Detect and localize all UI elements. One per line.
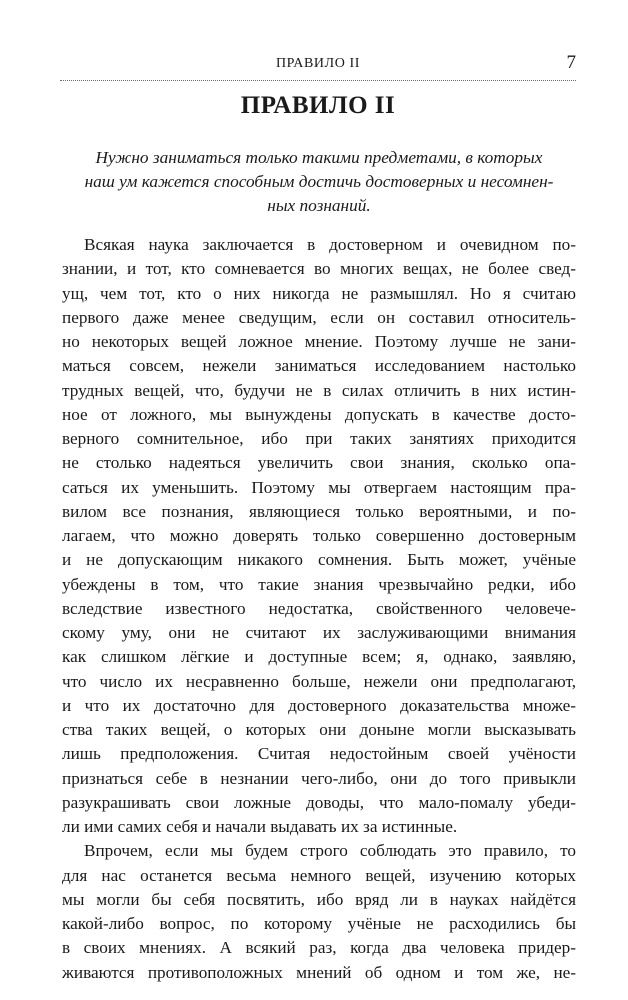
- text-line: для нас останется весьма немного вещей, изучению которых: [62, 865, 576, 885]
- text-line: не столько надеяться увеличить свои знания, сколько опа-: [62, 453, 576, 473]
- text-line: какой-либо вопрос, по которому учёные не расходились бы: [62, 914, 576, 933]
- text-line: убеждены в том, что такие знания чрезвычайно редки, ибо: [62, 574, 576, 594]
- epigraph-line: ных познаний.: [267, 196, 371, 215]
- text-line: трудных вещей, что, будучи не в силах отличить в них истин-: [62, 380, 576, 400]
- running-header: [60, 50, 576, 80]
- header-divider: [60, 80, 576, 81]
- text-line: первого даже менее сведущим, если он составил относитель-: [62, 307, 576, 327]
- body-text: [62, 233, 576, 985]
- chapter-title: ПРАВИЛО II: [240, 92, 396, 119]
- text-line: ства таких вещей, о которых они доныне могли высказывать: [62, 720, 576, 739]
- text-line: знании, и тот, кто сомневается во многих вещах, не более свед-: [62, 259, 576, 279]
- text-line: в своих мнениях. А всякий раз, когда два человека придер-: [62, 938, 576, 958]
- text-line: но некоторых вещей ложное мнение. Поэтому лучше не зани-: [62, 332, 576, 351]
- text-line: и не допускающим никакого сомнения. Быть может, учёные: [62, 550, 576, 570]
- text-line: вследствие известного недостатка, свойственного человече-: [62, 598, 576, 618]
- text-line: ущ, чем тот, кто о них никогда не размышлял. Но я считаю: [62, 283, 576, 303]
- text-line: лишь предположения. Считая недостойным своей учёности: [62, 744, 576, 764]
- text-line: живаются противоположных мнений об одном и том же, не-: [62, 962, 576, 982]
- epigraph-line: Нужно заниматься только такими предметами, в которых: [95, 148, 543, 167]
- text-line: и что их достаточно для достоверного доказательства множе-: [62, 695, 576, 715]
- text-line: вилом все познания, являющиеся только вероятными, и по-: [62, 501, 576, 521]
- running-title: ПРАВИЛО II: [275, 56, 361, 71]
- epigraph-line: наш ум кажется способным достичь достоверных и несомнен-: [84, 172, 554, 191]
- text-line: верного сомнительное, ибо при таких занятиях приходится: [62, 429, 576, 448]
- text-line: Всякая наука заключается в достоверном и очевидном по-: [84, 235, 576, 254]
- epigraph: [64, 146, 574, 218]
- page-number: 7: [566, 52, 576, 73]
- text-line: скому уму, они не считают их заслуживающими внимания: [62, 623, 576, 642]
- text-line: саться их уменьшить. Поэтому мы отвергаем настоящим пра-: [62, 477, 576, 497]
- text-line: мы могли бы себя посвятить, ибо вряд ли в науках найдётся: [62, 889, 576, 909]
- text-line: как слишком лёгкие и доступные всем; я, однако, заявляю,: [62, 647, 576, 667]
- text-line: лагаем, что можно доверять только совершенно достоверным: [62, 526, 576, 545]
- text-line: Впрочем, если мы будем строго соблюдать это правило, то: [84, 841, 576, 861]
- text-line: маться совсем, нежели заниматься исследованием настолько: [62, 356, 576, 376]
- text-line: ли ими самих себя и начали выдавать их за истинные.: [62, 817, 458, 836]
- text-line: ное от ложного, мы вынуждены допускать в качестве досто-: [62, 404, 576, 424]
- text-line: что число их несравненно больше, нежели они предполагают,: [62, 671, 576, 691]
- text-line: признаться себе в незнании чего-либо, они до того привыкли: [62, 768, 576, 788]
- text-line: разукрашивать свои ложные доводы, что мало-помалу убеди-: [62, 792, 576, 812]
